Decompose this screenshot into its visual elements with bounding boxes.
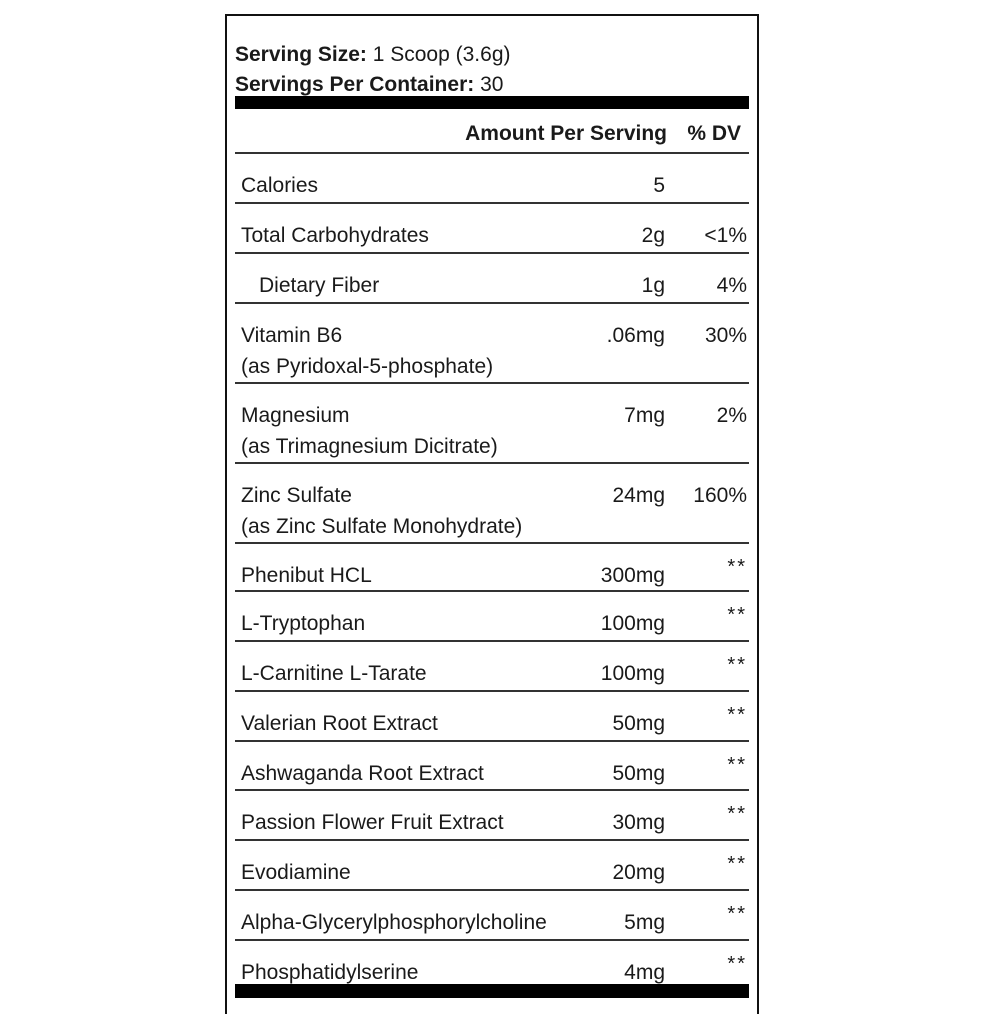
nutrient-name-text: Magnesium: [241, 404, 350, 427]
nutrient-name-text: Passion Flower Fruit Extract: [241, 811, 504, 834]
nutrient-name: [241, 320, 493, 382]
nutrient-amount: 5mg: [624, 911, 665, 934]
nutrient-name-text: Alpha-Glycerylphosphorylcholine: [241, 911, 547, 934]
nutrient-name-text: Zinc Sulfate: [241, 484, 352, 507]
nutrient-name: [241, 758, 484, 789]
serving-size-label: Serving Size:: [235, 43, 367, 66]
nutrient-name: [241, 708, 438, 739]
nutrient-row: [235, 202, 749, 252]
nutrient-name: [241, 220, 429, 251]
nutrient-daily-value: **: [727, 556, 747, 578]
nutrient-rows: [235, 152, 749, 989]
nutrient-daily-value: **: [727, 803, 747, 825]
nutrient-amount: 100mg: [600, 662, 665, 685]
nutrient-amount: 7mg: [624, 404, 665, 427]
nutrient-daily-value: **: [727, 853, 747, 875]
nutrient-name-text: Vitamin B6: [241, 324, 343, 347]
nutrient-daily-value: **: [727, 754, 747, 776]
nutrient-name-text: Total Carbohydrates: [241, 224, 429, 247]
nutrient-name: [241, 400, 498, 462]
nutrient-name: [241, 480, 522, 542]
servings-per-container-label: Servings Per Container:: [235, 73, 475, 96]
supplement-facts-panel: [225, 14, 759, 1014]
nutrient-daily-value: 160%: [693, 484, 747, 507]
nutrient-row: [235, 939, 749, 989]
nutrient-name: [259, 270, 379, 301]
serving-size-line: [235, 42, 511, 68]
nutrient-row: [235, 740, 749, 789]
nutrient-row: [235, 302, 749, 382]
top-thick-divider: [235, 96, 749, 109]
nutrient-name-text: Dietary Fiber: [259, 274, 380, 297]
nutrient-amount: 50mg: [612, 762, 665, 785]
nutrient-row: [235, 640, 749, 690]
nutrient-amount: 100mg: [600, 612, 665, 635]
nutrient-row: [235, 152, 749, 202]
column-header-row: [235, 118, 749, 152]
nutrient-amount: 1g: [641, 274, 665, 297]
nutrient-row: [235, 382, 749, 462]
nutrient-row: [235, 789, 749, 839]
nutrient-name: [241, 857, 351, 888]
nutrient-source-note: (as Pyridoxal-5-phosphate): [241, 355, 494, 378]
nutrient-source-note: (as Zinc Sulfate Monohydrate): [241, 515, 523, 538]
nutrient-daily-value: **: [727, 654, 747, 676]
nutrient-name-text: Phosphatidylserine: [241, 961, 419, 984]
nutrient-amount: 30mg: [612, 811, 665, 834]
nutrient-name: [241, 807, 504, 838]
amount-per-serving-header: Amount Per Serving: [465, 122, 667, 145]
nutrient-source-note: (as Trimagnesium Dicitrate): [241, 435, 498, 458]
nutrient-name: [241, 170, 318, 201]
servings-per-container-value: 30: [480, 73, 504, 96]
nutrient-amount: 300mg: [600, 564, 665, 587]
nutrient-row: [235, 542, 749, 590]
nutrient-name-text: Phenibut HCL: [241, 564, 372, 587]
nutrient-amount: 50mg: [612, 712, 665, 735]
bottom-thick-divider: [235, 984, 749, 998]
nutrient-amount: 20mg: [612, 861, 665, 884]
servings-per-container-line: [235, 72, 503, 98]
nutrient-name: [241, 608, 365, 639]
nutrient-amount: 2g: [641, 224, 665, 247]
nutrient-name-text: L-Carnitine L-Tarate: [241, 662, 427, 685]
nutrient-name: [241, 560, 372, 591]
nutrient-name: [241, 658, 427, 689]
nutrient-name-text: Calories: [241, 174, 319, 197]
daily-value-header: % DV: [687, 122, 741, 145]
nutrient-daily-value: **: [727, 903, 747, 925]
serving-size-value: 1 Scoop (3.6g): [372, 43, 511, 66]
nutrient-daily-value: 30%: [704, 324, 747, 347]
nutrient-amount: 4mg: [624, 961, 665, 984]
nutrient-daily-value: 2%: [716, 404, 747, 427]
nutrient-row: [235, 889, 749, 939]
nutrient-row: [235, 590, 749, 640]
nutrient-amount: 5: [653, 174, 665, 197]
nutrient-name: [241, 907, 547, 938]
nutrient-row: [235, 839, 749, 889]
nutrient-row: [235, 690, 749, 740]
nutrient-amount: .06mg: [606, 324, 665, 347]
nutrient-daily-value: **: [727, 604, 747, 626]
nutrient-row: [235, 462, 749, 542]
nutrient-daily-value: **: [727, 953, 747, 975]
nutrient-row: [235, 252, 749, 302]
nutrient-daily-value: **: [727, 704, 747, 726]
nutrient-name-text: Valerian Root Extract: [241, 712, 438, 735]
nutrient-name-text: Evodiamine: [241, 861, 351, 884]
nutrient-daily-value: 4%: [716, 274, 747, 297]
nutrient-daily-value: <1%: [704, 224, 747, 247]
nutrient-name-text: Ashwaganda Root Extract: [241, 762, 484, 785]
nutrient-name-text: L-Tryptophan: [241, 612, 366, 635]
nutrient-amount: 24mg: [612, 484, 665, 507]
